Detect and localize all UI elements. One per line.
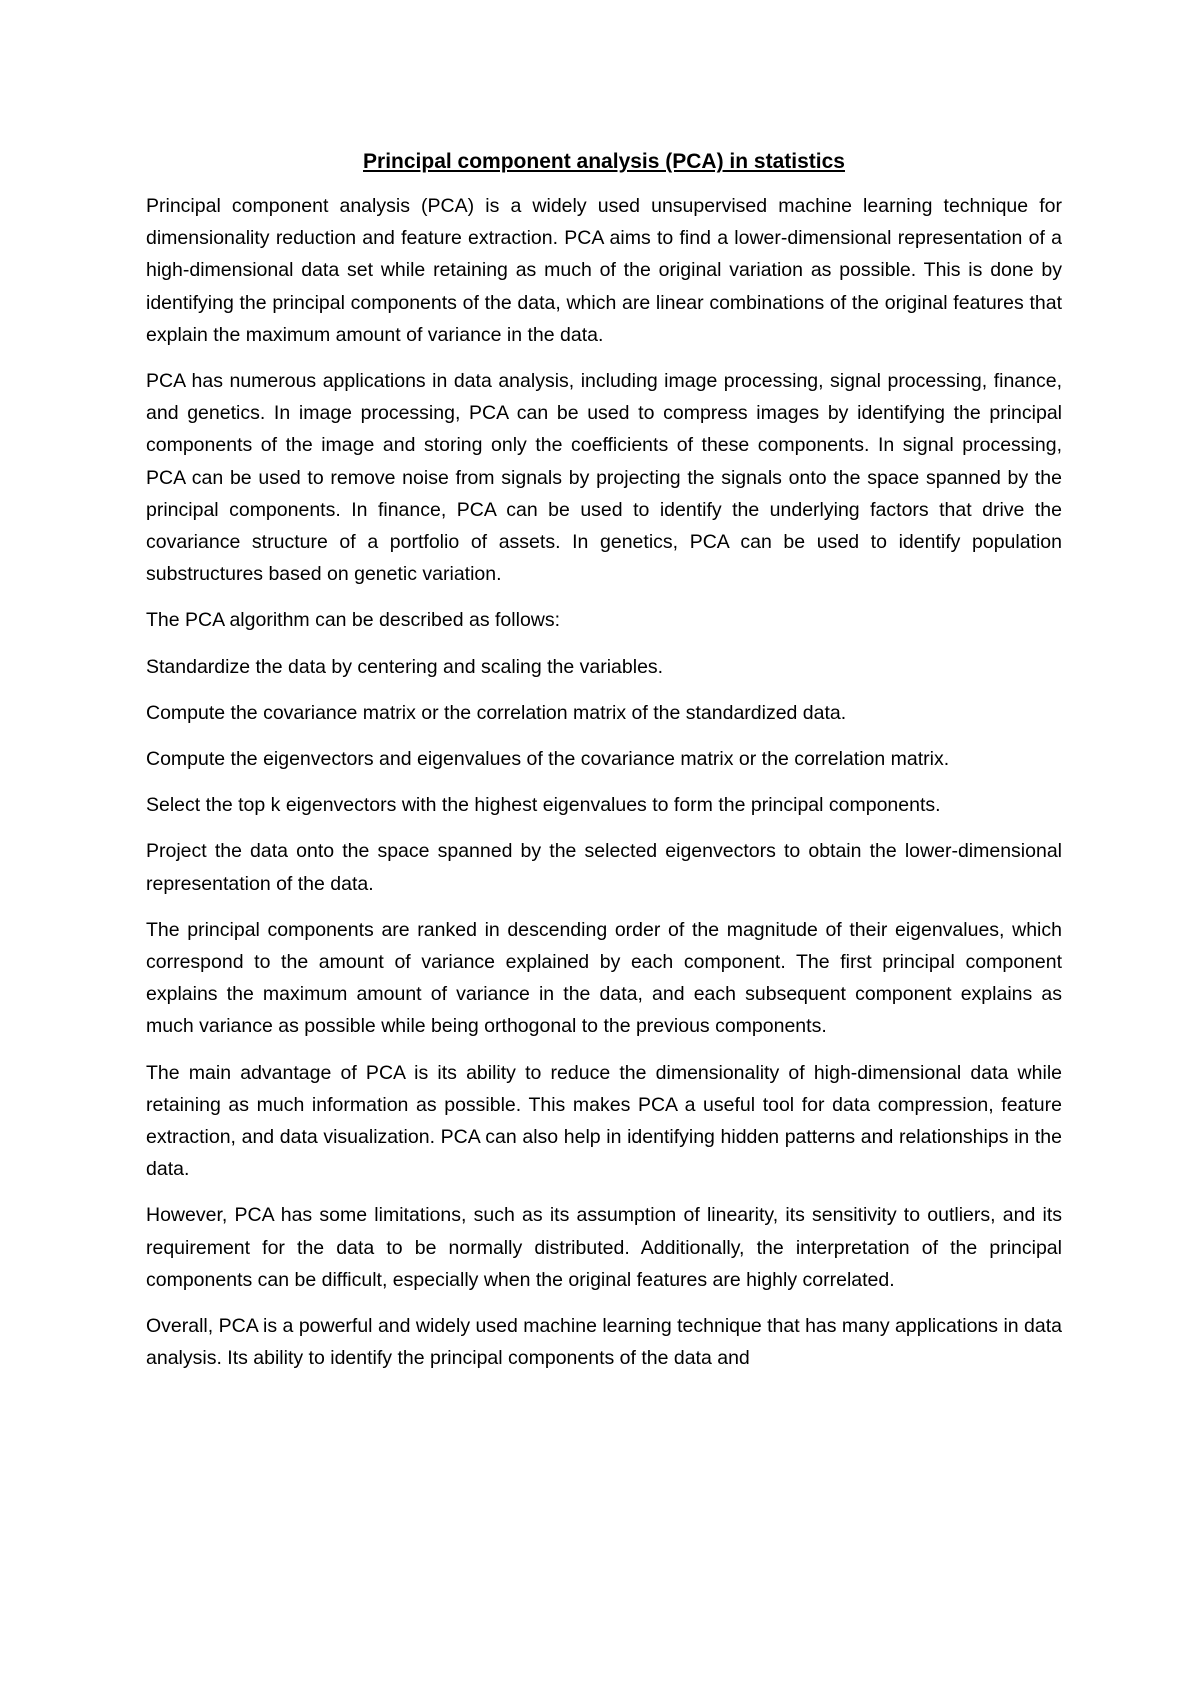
paragraph-algorithm-intro: The PCA algorithm can be described as follows:: [146, 609, 561, 632]
algorithm-step: Compute the covariance matrix or the correlation matrix of the standardized data.: [146, 701, 847, 724]
document-body: [146, 146, 1062, 1389]
algorithm-step: Select the top k eigenvectors with the highest eigenvalues to form the principal components.: [146, 794, 941, 817]
algorithm-step: Project the data onto the space spanned by the selected eigenvectors to obtain the lower-dimensional representation of the data.: [146, 840, 1062, 895]
paragraph-intro: Principal component analysis (PCA) is a widely used unsupervised machine learning technique for dimensionality reduction and feature extraction. PCA aims to find a lower-dimensional representation of a high-dimensional data set while retaining as much of the original variation as possible. This is done by identifying the principal components of the data, which are linear combinations of the original features that explain the maximum amount of variance in the data.: [146, 195, 1062, 346]
algorithm-step: Compute the eigenvectors and eigenvalues of the covariance matrix or the correlation matrix.: [146, 748, 950, 771]
paragraph-applications: PCA has numerous applications in data analysis, including image processing, signal processing, finance, and genetics. In image processing, PCA can be used to compress images by identifying the principal components of the image and storing only the coefficients of these components. In signal processing, PCA can be used to remove noise from signals by projecting the signals onto the space spanned by the principal components. In finance, PCA can be used to identify the underlying factors that drive the covariance structure of a portfolio of assets. In genetics, PCA can be used to identify population substructures based on genetic variation.: [146, 370, 1062, 586]
algorithm-step: Standardize the data by centering and scaling the variables.: [146, 655, 664, 678]
paragraph-ranking: The principal components are ranked in descending order of the magnitude of their eigenvalues, which correspond to the amount of variance explained by each component. The first principal component explains the maximum amount of variance in the data, and each subsequent component explains as much variance as possible while being orthogonal to the previous components.: [146, 918, 1062, 1038]
document-title: Principal component analysis (PCA) in statistics: [363, 150, 845, 173]
paragraph-overall: Overall, PCA is a powerful and widely used machine learning technique that has many applications in data analysis. Its ability to identify the principal components of the data and: [146, 1315, 1062, 1370]
paragraph-advantages: The main advantage of PCA is its ability to reduce the dimensionality of high-dimensional data while retaining as much information as possible. This makes PCA a useful tool for data compression, feature extraction, and data visualization. PCA can also help in identifying hidden patterns and relationships in the data.: [146, 1061, 1062, 1181]
paragraph-limitations: However, PCA has some limitations, such as its assumption of linearity, its sensitivity to outliers, and its requirement for the data to be normally distributed. Additionally, the interpretation of the principal components can be difficult, especially when the original features are highly correlated.: [146, 1204, 1062, 1291]
